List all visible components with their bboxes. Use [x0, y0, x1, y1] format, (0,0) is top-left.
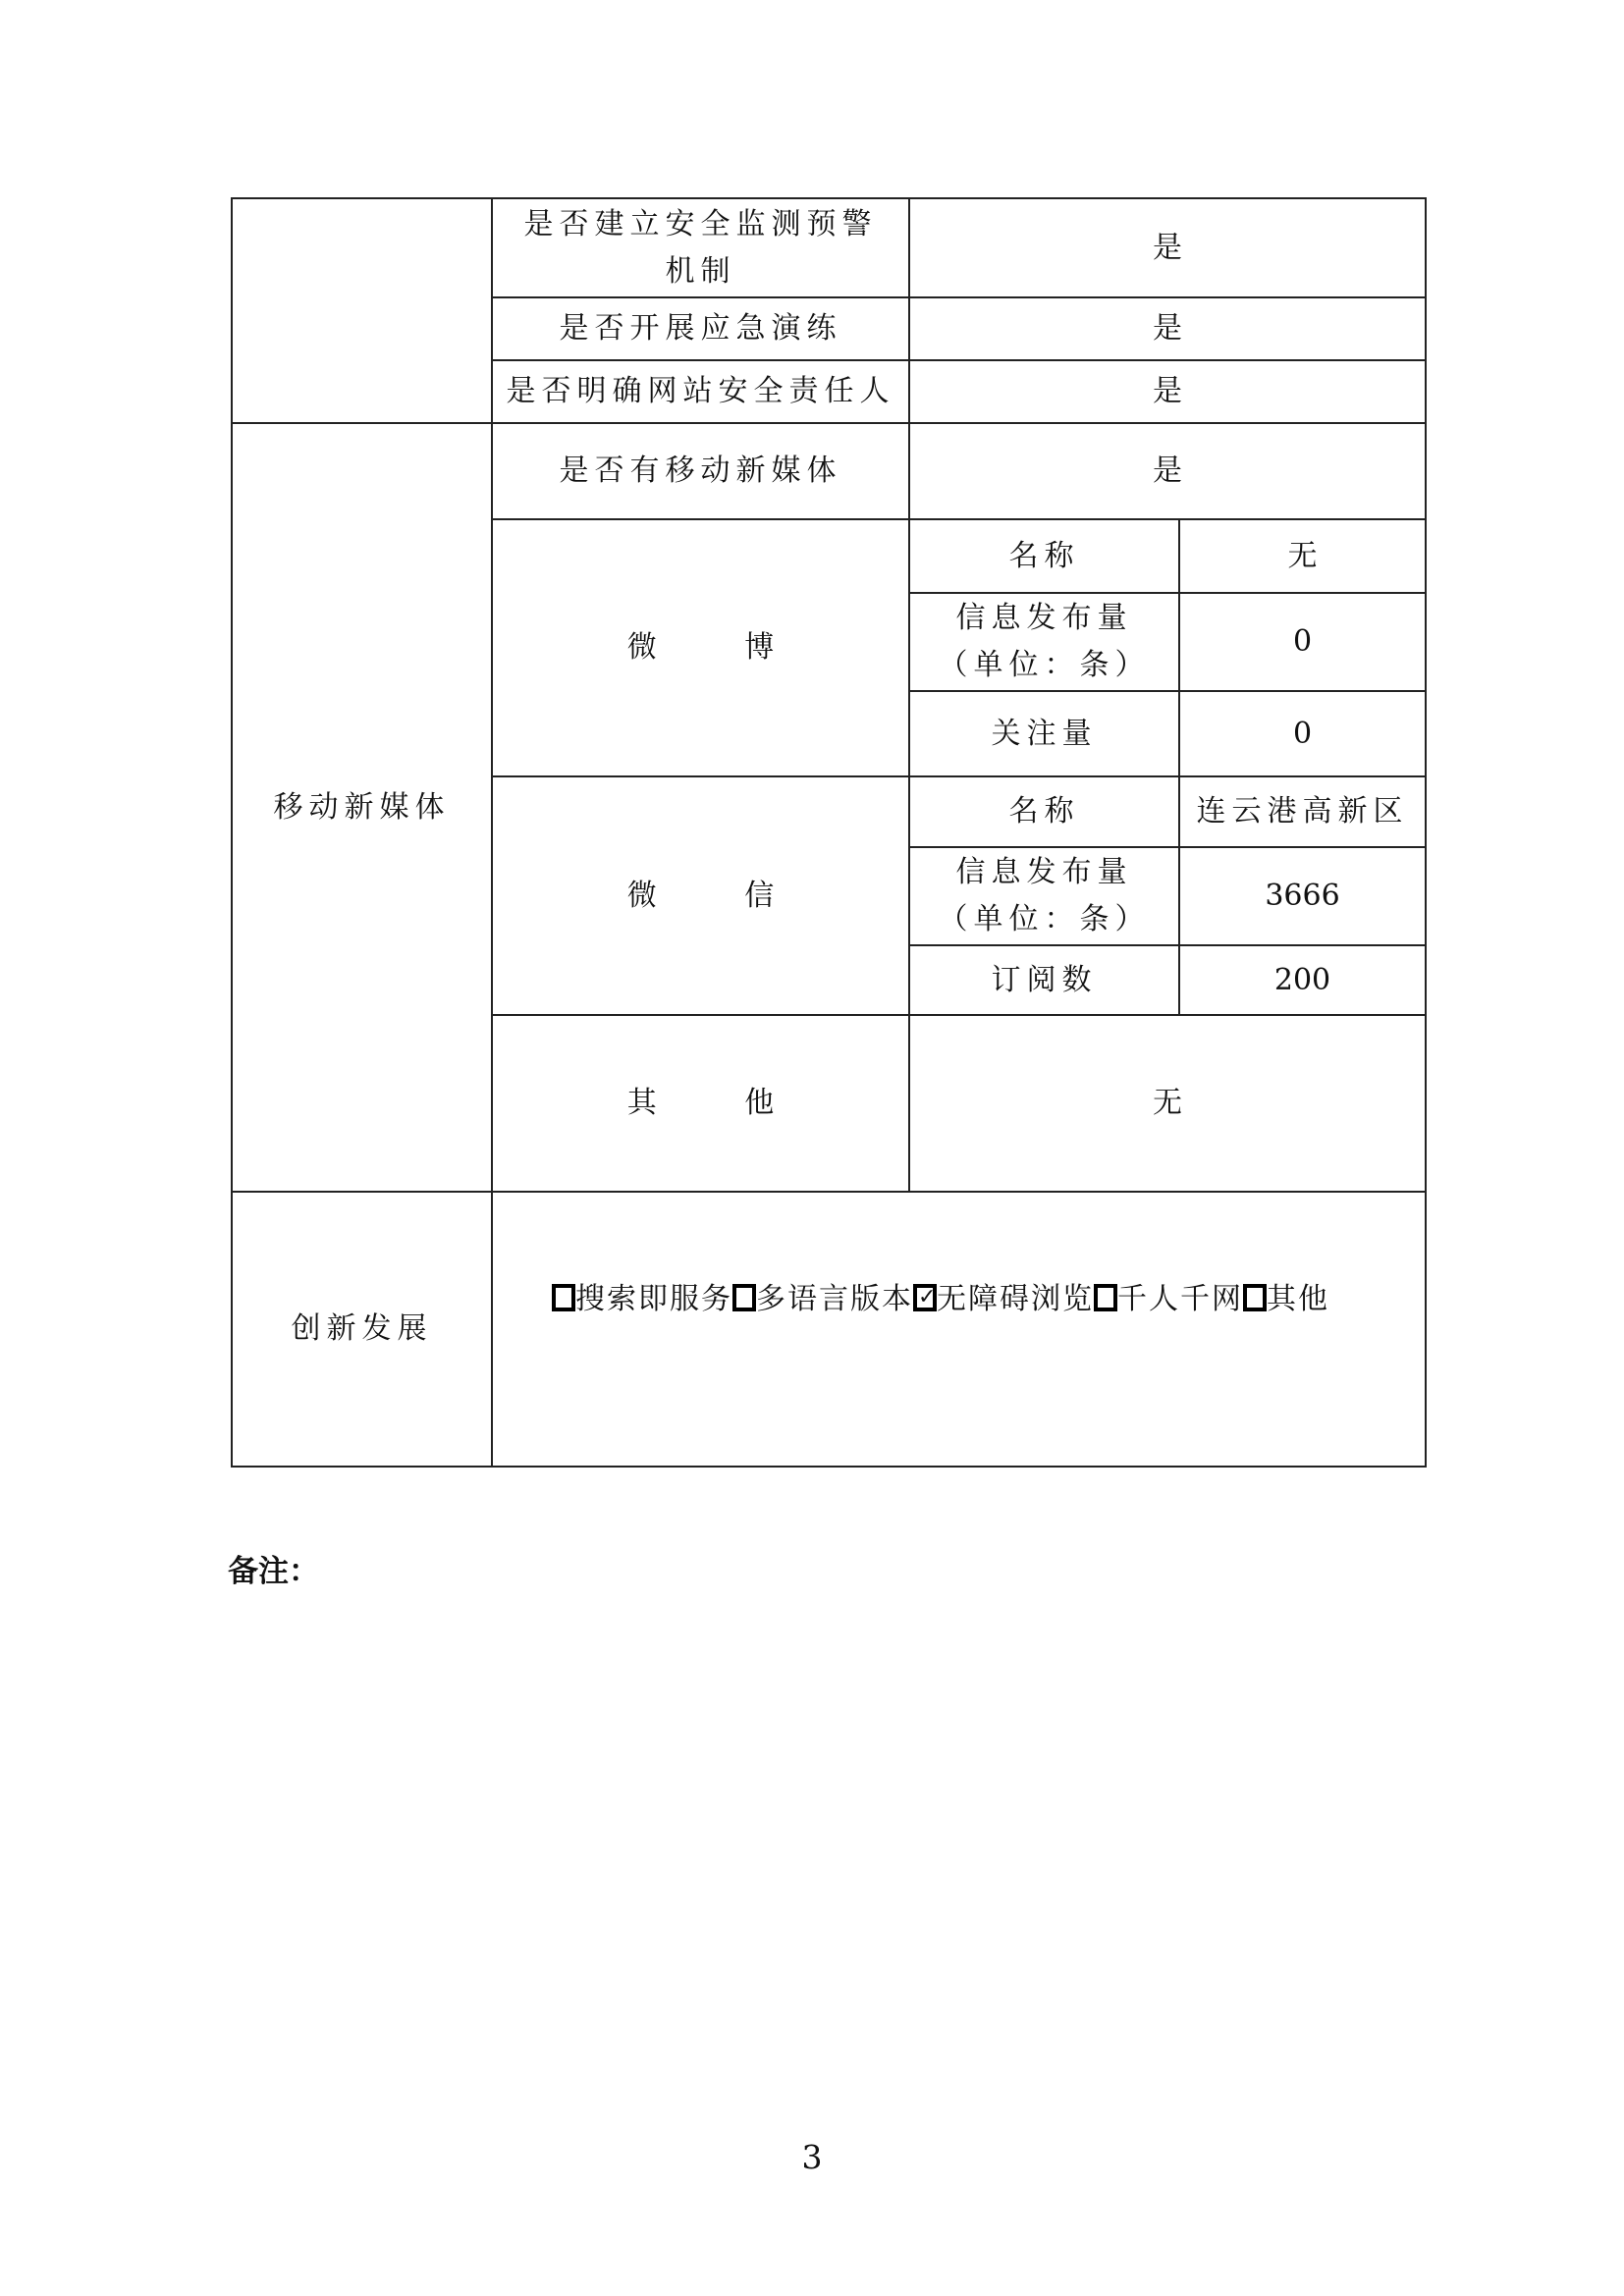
note-label: 备注：	[228, 1554, 319, 1589]
other-media-value: 无	[909, 1015, 1426, 1192]
security-section-cell	[232, 198, 492, 423]
wechat-subscribers-label: 订阅数	[909, 945, 1179, 1015]
wechat-subscribers-value: 200	[1179, 945, 1426, 1015]
weibo-followers-value: 0	[1179, 691, 1426, 776]
responsible-value: 是	[909, 360, 1426, 423]
wechat-posts-value: 3666	[1179, 847, 1426, 945]
wechat-name-value: 连云港高新区	[1179, 776, 1426, 847]
weibo-name-label: 名称	[909, 519, 1179, 593]
option-label: 多语言版本	[756, 1282, 913, 1316]
checkbox-search-service[interactable]	[552, 1284, 575, 1311]
weibo-label: 微 博	[492, 519, 909, 776]
label-line: （单位：条）	[938, 902, 1151, 936]
label-line: 信息发布量	[955, 601, 1133, 635]
weibo-followers-label: 关注量	[909, 691, 1179, 776]
checkbox-other[interactable]	[1243, 1284, 1267, 1311]
table-row	[232, 423, 1426, 519]
weibo-posts-value: 0	[1179, 593, 1426, 691]
has-media-value: 是	[909, 423, 1426, 519]
drill-value: 是	[909, 297, 1426, 360]
checkbox-accessibility[interactable]	[913, 1284, 937, 1311]
responsible-label: 是否明确网站安全责任人	[492, 360, 909, 423]
option-label: 无障碍浏览	[937, 1282, 1094, 1316]
monitoring-label	[492, 198, 909, 297]
label-line: （单位：条）	[938, 648, 1151, 682]
table-row	[232, 198, 1426, 297]
monitoring-value: 是	[909, 198, 1426, 297]
checkbox-personalized[interactable]	[1094, 1284, 1117, 1311]
innovation-section-label: 创新发展	[232, 1192, 492, 1467]
label-line: 机制	[665, 253, 736, 289]
option-label: 其他	[1267, 1282, 1329, 1316]
report-table	[231, 197, 1427, 1468]
option-label: 千人千网	[1117, 1282, 1243, 1316]
drill-label: 是否开展应急演练	[492, 297, 909, 360]
innovation-options	[492, 1192, 1426, 1467]
wechat-posts-label	[909, 847, 1179, 945]
wechat-label: 微 信	[492, 776, 909, 1015]
label-line: 信息发布量	[955, 855, 1133, 889]
weibo-name-value: 无	[1179, 519, 1426, 593]
wechat-name-label: 名称	[909, 776, 1179, 847]
option-label: 搜索即服务	[575, 1282, 732, 1316]
checkbox-multilingual[interactable]	[732, 1284, 756, 1311]
mobile-media-section-label: 移动新媒体	[232, 423, 492, 1192]
label-line: 是否建立安全监测预警	[523, 206, 878, 241]
other-media-label: 其 他	[492, 1015, 909, 1192]
page-number: 3	[801, 2138, 823, 2176]
weibo-posts-label	[909, 593, 1179, 691]
table-row	[232, 1192, 1426, 1467]
has-media-label: 是否有移动新媒体	[492, 423, 909, 519]
